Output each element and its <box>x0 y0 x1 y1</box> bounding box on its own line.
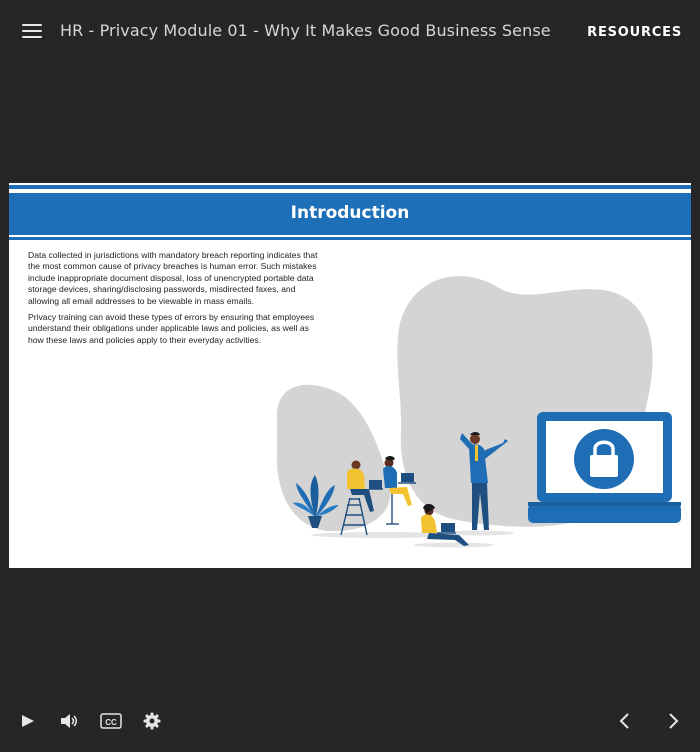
chevron-left-icon[interactable] <box>614 710 636 732</box>
chevron-right-icon[interactable] <box>662 710 684 732</box>
player-controls <box>0 700 700 744</box>
course-title: HR - Privacy Module 01 - Why It Makes Good Business Sense <box>60 21 551 40</box>
people-working-with-laptop-lock-illustration <box>9 183 691 568</box>
resources-button[interactable]: RESOURCES <box>587 25 682 40</box>
body-paragraph: Data collected in jurisdictions with mandatory breach reporting indicates that the most common cause of privacy breaches is human error. Such mistakes include inappropriate document disposal, loss of unencrypted portable data storage devices, sharing/disclosing passwords, misdirected faxes, and allowing all email addresses to be viewable in mass emails. <box>28 250 318 306</box>
slide-title: Introduction <box>290 203 410 223</box>
volume-icon[interactable] <box>58 710 80 732</box>
top-bar <box>0 0 700 64</box>
closed-captions-icon[interactable] <box>99 710 123 732</box>
play-icon[interactable] <box>16 710 38 732</box>
captions-label: CC <box>105 718 117 727</box>
gear-icon[interactable] <box>141 710 163 732</box>
slide-body <box>28 250 322 351</box>
slide <box>9 183 691 568</box>
body-paragraph: Privacy training can avoid these types of errors by ensuring that employees understand their obligations under applicable laws and policies, as well as how these laws and policies apply to their everyday activities. <box>28 312 315 345</box>
hamburger-menu-icon[interactable] <box>22 24 42 40</box>
